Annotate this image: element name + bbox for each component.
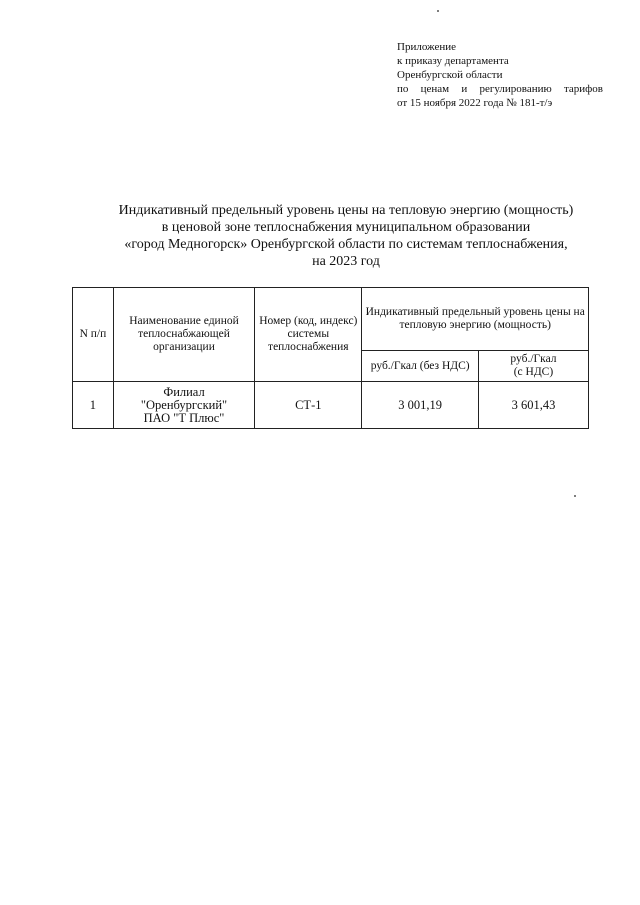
table-row bbox=[73, 382, 589, 429]
cell-organization bbox=[113, 382, 254, 429]
appendix-line-department: по ценам и регулированию тарифов bbox=[397, 83, 603, 95]
cell-organization-line-1: Филиал bbox=[163, 384, 205, 399]
appendix-line-date: от 15 ноября 2022 года № 181-т/э bbox=[397, 97, 553, 109]
cell-organization-line-2: "Оренбургский" bbox=[140, 397, 228, 412]
appendix-line-title: Приложение bbox=[397, 41, 457, 53]
cell-system-code: СТ-1 bbox=[255, 382, 362, 429]
appendix-line-region: Оренбургской области bbox=[397, 69, 503, 81]
document-title bbox=[80, 202, 612, 270]
header-price-with-vat-unit: руб./Гкал bbox=[510, 353, 557, 365]
table-header-row bbox=[73, 288, 589, 351]
header-price-group: Индикативный предельный уровень цены на тепловую энергию (мощность) bbox=[362, 288, 589, 351]
tariff-table bbox=[72, 287, 589, 429]
scan-speck-top bbox=[437, 10, 439, 12]
header-price-no-vat: руб./Гкал (без НДС) bbox=[362, 351, 478, 382]
title-line-3: «город Медногорск» Оренбургской области по системам теплоснабжения, bbox=[124, 237, 568, 252]
appendix-line-order: к приказу департамента bbox=[397, 55, 509, 67]
title-line-2: в ценовой зоне теплоснабжения муниципальном образовании bbox=[161, 220, 531, 235]
header-price-with-vat-note: (с НДС) bbox=[513, 366, 554, 378]
cell-number: 1 bbox=[73, 382, 114, 429]
header-organization: Наименование единой теплоснабжающей организации bbox=[113, 288, 254, 382]
scan-speck-right bbox=[574, 495, 576, 497]
cell-organization-line-3: ПАО "Т Плюс" bbox=[143, 410, 225, 425]
header-system-code: Номер (код, индекс) системы теплоснабжения bbox=[255, 288, 362, 382]
header-number: N п/п bbox=[73, 288, 114, 382]
header-price-with-vat bbox=[478, 351, 588, 382]
cell-price-no-vat: 3 001,19 bbox=[362, 382, 478, 429]
cell-price-with-vat: 3 601,43 bbox=[478, 382, 588, 429]
title-line-4: на 2023 год bbox=[312, 254, 380, 269]
appendix-block bbox=[397, 40, 603, 110]
title-line-1: Индикативный предельный уровень цены на тепловую энергию (мощность) bbox=[118, 203, 574, 218]
